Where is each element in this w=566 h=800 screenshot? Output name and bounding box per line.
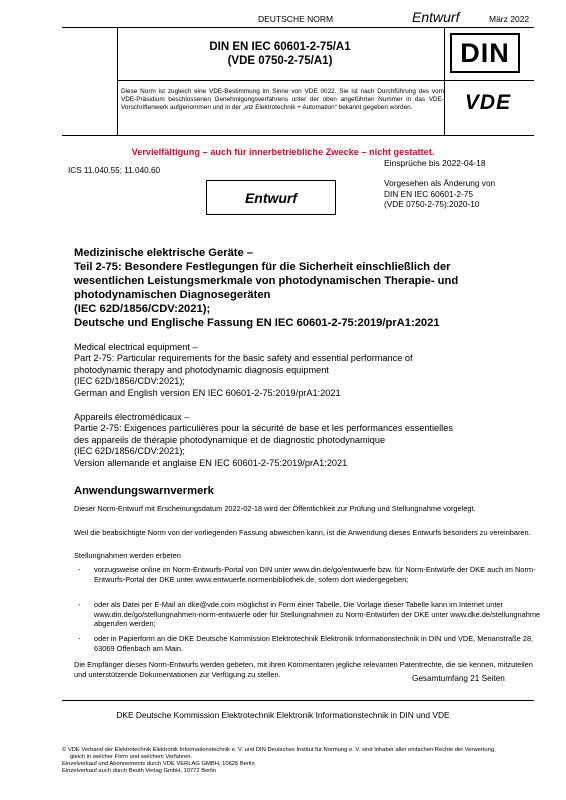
warning-paragraph-2: Weil die beabsichtigte Norm von der vorliegenden Fassung abweichen kann, ist die Anwendung dieses Entwurfs besonders zu vereinbaren. [74,528,531,537]
left-divider [117,27,118,135]
list-item [78,565,548,584]
title-de-line: Medizinische elektrische Geräte – [74,247,254,259]
title-english [74,342,554,399]
title-de-line: wesentlichen Leistungsmerkmale von photodynamischen Therapie- und [74,275,459,287]
dke-rule [62,700,534,701]
din-logo: DIN [450,33,520,73]
draft-stamp: Entwurf [206,180,336,215]
title-fr-line: Appareils électromédicaux – [74,412,190,422]
copyright-footer [62,747,562,775]
warning-paragraph-1: Dieser Norm-Entwurf mit Erscheinungsdatum 2022-02-18 wird der Öffentlichkeit zur Prüfung und Stellungnahme vorgelegt. [74,504,476,513]
title-en-line: Part 2-75: Particular requirements for the basic safety and essential performance of [74,353,413,364]
footer-line: © VDE Verband der Elektrotechnik Elektronik Informationstechnik e. V. und DIN Deutsches Institut für Normung e. V. sind Inhaber aller einfachen Rechte der Verwertung, [62,747,496,753]
list-item-text: vorzugsweise online im Norm-Entwurfs-Portal von DIN unter www.din.de/go/entwuerfe bzw. für Norm-Entwürfe der DKE auch im Norm-Entwurfs-Portal der DKE unter www.entwuerfe.normenbibliothek.de, sofern dort wiedergegeben; [94,565,536,584]
dke-line: DKE Deutsche Kommission Elektrotechnik Elektronik Informationstechnik in DIN und VDE [116,710,450,720]
title-en-line: Medical electrical equipment – [74,342,198,352]
bullet-marker: - [78,634,81,643]
right-divider [444,27,445,135]
title-fr-line: (IEC 62D/1856/CDV:2021); [74,446,185,457]
title-french [74,412,554,469]
title-de-line: Teil 2-75: Besondere Festlegungen für die Sicherheit einschließlich der [74,261,451,273]
document-designation [120,40,440,68]
amendment-line-2: DIN EN IEC 60601-2-75 [384,188,474,199]
amendment-line-3: (VDE 0750-2-75):2020-10 [384,199,480,209]
title-de-line: (IEC 62D/1856/CDV:2021); [74,303,211,315]
title-fr-line: des appareils de thérapie photodynamique et de diagnostic photodynamique [74,434,386,445]
draft-status: Entwurf [412,9,460,25]
title-en-line: photodynamic therapy and photodynamic diagnosis equipment [74,364,329,375]
footer-line: gleich in welcher Form und welchem Verfahren. [70,754,193,760]
amendment-line-1: Vorgesehen als Änderung von [384,178,496,188]
total-pages: Gesamtumfang 21 Seiten [412,674,505,683]
objection-deadline: Einsprüche bis 2022-04-18 [384,158,486,168]
footer-line: Einzelverkauf und Abonnements durch VDE VERLAG GMBH, 10625 Berlin [62,761,255,767]
top-rule [62,27,534,28]
list-item [78,634,548,653]
middle-rule [117,80,534,81]
warning-heading: Anwendungswarnvermerk [74,485,214,497]
designation-line-1: DIN EN IEC 60601-2-75/A1 [209,41,351,53]
bullet-marker: - [78,565,81,574]
list-item [78,600,548,629]
designation-line-2: (VDE 0750-2-75/A1) [227,55,333,67]
list-item-text: oder als Datei per E-Mail an dke@vde.com möglichst in Form einer Tabelle. Die Vorlage dieser Tabelle kann im Internet unter www.din.de/go/stellungnahmen-norm-entwuerfe oder für Stellungnahmen zu Norm-Entwürfen der DKE unter www.dke.de/stellungnahme abgerufen werden; [94,600,541,628]
footer-line: Einzelverkauf auch durch Beuth Verlag GmbH, 10772 Berlin [62,768,217,774]
vde-logo: VDE [464,91,512,114]
vde-note: Diese Norm ist zugleich eine VDE-Bestimmung im Sinne von VDE 0022. Sie ist nach Durchführung des vom VDE-Präsidium beschlossenen Genehmigungsverfahrens unter der oben angeführten Nummer in das VDE-Vorschriftenwerk aufgenommen und in der „etz Elektrotechnik + Automation“ bekannt gegeben worden. [121,88,444,112]
issue-date: März 2022 [489,14,530,24]
warning-paragraph-4: Die Empfänger dieses Norm-Entwurfs werden gebeten, mit ihren Kommentaren jegliche relevanten Patentrechte, die sie kennen, mitzuteilen und unterstützende Dokumentationen zur Verfügung zu stellen. [74,660,533,679]
title-en-line: German and English version EN IEC 60601-2-75:2019/prA1:2021 [74,387,341,398]
ics-code: ICS 11.040.55; 11.040.60 [68,166,161,175]
bottom-rule [62,135,534,136]
title-fr-line: Partie 2-75: Exigences particulières pour la sécurité de base et les performances essentielles [74,423,453,434]
list-item-text: oder in Papierform an die DKE Deutsche Kommission Elektrotechnik Elektronik Informationstechnik in DIN und VDE, Merianstraße 28, 63069 Offenbach am Main. [94,634,534,653]
title-german [74,246,544,330]
title-de-line: photodynamischen Diagnosegeräten [74,289,271,301]
bullet-marker: - [78,600,81,609]
title-en-line: (IEC 62D/1856/CDV:2021); [74,376,185,387]
title-de-line: Deutsche und Englische Fassung EN IEC 60601-2-75:2019/prA1:2021 [74,317,440,329]
copy-warning: Vervielfältigung – auch für innerbetriebliche Zwecke – nicht gestattet. [131,147,435,157]
amendment-note [384,178,554,210]
title-fr-line: Version allemande et anglaise EN IEC 60601-2-75:2019/prA1:2021 [74,457,348,468]
warning-paragraph-3: Stellungnahmen werden erbeten [74,551,181,560]
norm-type-label: DEUTSCHE NORM [258,14,334,24]
